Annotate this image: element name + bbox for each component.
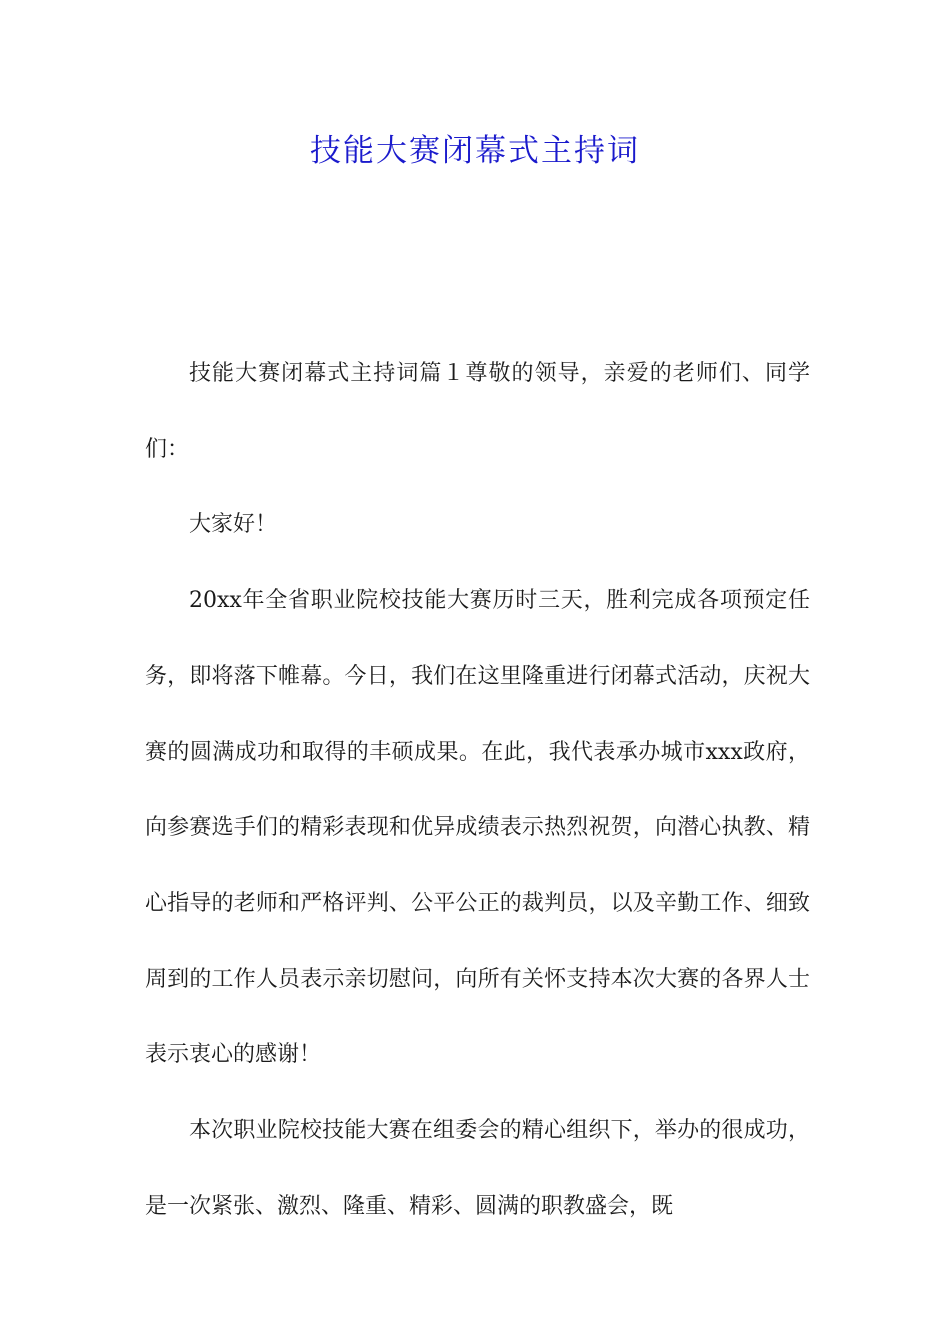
document-title: 技能大赛闭幕式主持词: [310, 133, 640, 169]
document-body: [145, 336, 810, 1244]
body-paragraph-1: 技能大赛闭幕式主持词篇１尊敬的领导，亲爱的老师们、同学们：: [145, 361, 810, 462]
body-paragraph-3: 20xx年全省职业院校技能大赛历时三天，胜利完成各项预定任务，即将落下帷幕。今日，我们在这里隆重进行闭幕式活动，庆祝大赛的圆满成功和取得的丰硕成果。在此，我代表承办城市xxx政府，向参赛选手们的精彩表现和优异成绩表示热烈祝贺，向潜心执教、精心指导的老师和严格评判、公平公正的裁判员，以及辛勤工作、细致周到的工作人员表示亲切慰问，向所有关怀支持本次大赛的各界人士表示衷心的感谢！: [145, 588, 810, 1068]
body-paragraph-2: 大家好！: [189, 512, 278, 538]
body-paragraph-4: 本次职业院校技能大赛在组委会的精心组织下，举办的很成功，是一次紧张、激烈、隆重、精彩、圆满的职教盛会，既: [145, 1118, 810, 1219]
